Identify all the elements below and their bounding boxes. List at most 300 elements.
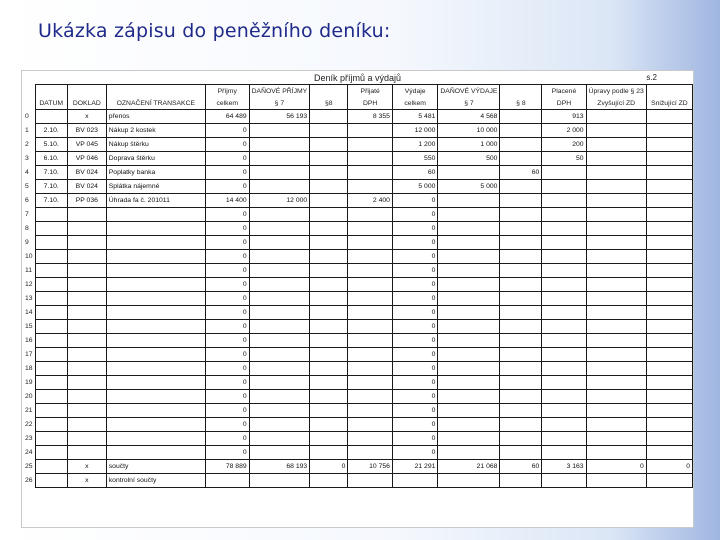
table-cell <box>35 292 67 306</box>
table-row <box>22 110 693 124</box>
table-cell <box>249 474 310 488</box>
table-cell <box>348 250 393 264</box>
table-cell: Přijaté <box>348 85 393 98</box>
table-cell: 12 000 <box>392 124 437 138</box>
table-cell: 10 756 <box>348 460 393 474</box>
table-cell: 0 <box>586 460 646 474</box>
header-row <box>22 97 693 110</box>
table-row <box>22 138 693 152</box>
table-cell: 0 <box>646 460 692 474</box>
table-cell <box>586 194 646 208</box>
table-cell <box>438 250 500 264</box>
table-cell <box>310 446 348 460</box>
row-number: 26 <box>25 476 33 484</box>
table-cell <box>646 264 692 278</box>
table-cell <box>348 348 393 362</box>
table-cell <box>542 166 586 180</box>
table-cell <box>67 85 106 98</box>
table-cell <box>310 348 348 362</box>
table-row <box>22 390 693 404</box>
table-cell <box>205 474 249 488</box>
table-cell <box>646 166 692 180</box>
table-cell <box>500 474 542 488</box>
table-cell <box>646 292 692 306</box>
table-cell <box>310 320 348 334</box>
table-cell <box>67 222 106 236</box>
table-row <box>22 124 693 138</box>
table-row <box>22 362 693 376</box>
table-cell <box>35 390 67 404</box>
row-number: 22 <box>25 420 33 428</box>
table-cell <box>249 320 310 334</box>
table-row <box>22 194 693 208</box>
table-cell: 0 <box>205 236 249 250</box>
table-cell <box>310 362 348 376</box>
table-cell: 0 <box>205 390 249 404</box>
table-cell <box>348 320 393 334</box>
table-cell: 0 <box>205 250 249 264</box>
table-cell: 0 <box>392 446 437 460</box>
table-cell <box>646 306 692 320</box>
table-cell: 14 400 <box>205 194 249 208</box>
table-row <box>22 348 693 362</box>
table-cell: přenos <box>106 110 205 124</box>
table-cell <box>35 446 67 460</box>
table-cell <box>106 334 205 348</box>
table-cell: 200 <box>542 138 586 152</box>
table-cell <box>542 194 586 208</box>
table-cell <box>500 208 542 222</box>
table-cell <box>438 474 500 488</box>
row-number: 1 <box>25 126 29 134</box>
table-cell: 0 <box>392 432 437 446</box>
table-cell: § 7 <box>249 97 310 110</box>
table-cell: 0 <box>392 236 437 250</box>
table-cell <box>438 390 500 404</box>
table-cell <box>249 446 310 460</box>
table-row <box>22 432 693 446</box>
table-cell <box>542 404 586 418</box>
table-cell <box>586 418 646 432</box>
table-cell <box>392 474 437 488</box>
table-cell <box>646 138 692 152</box>
table-cell <box>500 432 542 446</box>
table-cell <box>438 194 500 208</box>
table-cell: BV 024 <box>67 180 106 194</box>
table-cell: 0 <box>205 348 249 362</box>
table-cell <box>500 152 542 166</box>
table-cell <box>646 348 692 362</box>
table-cell: Příjmy <box>205 85 249 98</box>
table-cell: § 7 <box>438 97 500 110</box>
table-cell <box>249 306 310 320</box>
table-cell: DAŇOVÉ PŘÍJMY <box>249 85 310 98</box>
table-cell <box>348 292 393 306</box>
table-cell <box>646 404 692 418</box>
table-row <box>22 446 693 460</box>
table-cell: 5 481 <box>392 110 437 124</box>
table-cell <box>542 320 586 334</box>
table-cell <box>500 306 542 320</box>
table-cell <box>542 474 586 488</box>
table-cell: 7.10. <box>35 166 67 180</box>
table-cell <box>542 292 586 306</box>
row-number: 0 <box>25 112 29 120</box>
table-cell <box>586 208 646 222</box>
table-cell <box>500 194 542 208</box>
table-cell: DATUM <box>35 97 67 110</box>
table-cell: 2 000 <box>542 124 586 138</box>
table-cell <box>542 180 586 194</box>
table-cell <box>310 250 348 264</box>
table-cell <box>67 376 106 390</box>
table-cell: OZNAČENÍ TRANSAKCE <box>106 97 205 110</box>
table-cell <box>67 236 106 250</box>
table-cell <box>438 292 500 306</box>
table-row <box>22 334 693 348</box>
table-cell: 8 355 <box>348 110 393 124</box>
table-cell: x <box>67 474 106 488</box>
table-cell <box>646 194 692 208</box>
table-cell <box>500 85 542 98</box>
table-cell <box>438 208 500 222</box>
table-cell: 0 <box>205 306 249 320</box>
table-cell <box>542 432 586 446</box>
table-cell <box>310 418 348 432</box>
table-cell <box>67 446 106 460</box>
table-cell <box>310 474 348 488</box>
ledger-sheet <box>22 71 693 527</box>
table-cell <box>67 292 106 306</box>
table-cell <box>67 334 106 348</box>
table-cell <box>249 236 310 250</box>
row-number: 5 <box>25 182 29 190</box>
table-cell: 0 <box>205 264 249 278</box>
table-cell <box>35 85 67 98</box>
table-cell <box>348 432 393 446</box>
table-cell: BV 024 <box>67 166 106 180</box>
table-cell: Splátka nájemné <box>106 180 205 194</box>
table-row <box>22 208 693 222</box>
table-cell <box>348 124 393 138</box>
table-row <box>22 376 693 390</box>
table-cell: 550 <box>392 152 437 166</box>
table-cell <box>249 278 310 292</box>
table-cell: 0 <box>392 404 437 418</box>
table-cell: 5 000 <box>438 180 500 194</box>
table-cell <box>438 446 500 460</box>
table-cell: 50 <box>542 152 586 166</box>
row-number: 3 <box>25 154 29 162</box>
table-cell: kontrolní součty <box>106 474 205 488</box>
table-cell <box>646 474 692 488</box>
table-cell: Zvyšující ZD <box>586 97 646 110</box>
table-cell <box>586 404 646 418</box>
table-cell <box>35 264 67 278</box>
table-cell <box>67 320 106 334</box>
table-cell <box>500 278 542 292</box>
table-cell <box>438 306 500 320</box>
table-cell <box>35 208 67 222</box>
table-cell <box>438 432 500 446</box>
table-cell: 0 <box>205 362 249 376</box>
table-cell <box>106 236 205 250</box>
table-cell <box>310 278 348 292</box>
table-cell: VP 045 <box>67 138 106 152</box>
table-cell <box>586 250 646 264</box>
table-cell: 0 <box>205 152 249 166</box>
table-cell <box>249 334 310 348</box>
table-cell <box>500 446 542 460</box>
table-cell <box>249 292 310 306</box>
table-cell <box>646 85 692 98</box>
table-cell <box>438 362 500 376</box>
table-cell: PP 036 <box>67 194 106 208</box>
row-number: 25 <box>25 462 33 470</box>
table-cell <box>500 404 542 418</box>
table-cell <box>438 222 500 236</box>
table-cell <box>348 152 393 166</box>
table-cell: Nákup štěrku <box>106 138 205 152</box>
table-cell <box>438 404 500 418</box>
table-cell <box>542 446 586 460</box>
table-cell <box>67 348 106 362</box>
table-cell <box>438 320 500 334</box>
table-cell: 0 <box>205 334 249 348</box>
table-cell <box>106 278 205 292</box>
table-cell <box>586 334 646 348</box>
row-number <box>22 97 35 110</box>
table-cell: 0 <box>205 180 249 194</box>
table-cell <box>500 124 542 138</box>
row-number: 13 <box>25 294 33 302</box>
table-cell <box>348 418 393 432</box>
table-cell: 0 <box>205 166 249 180</box>
ledger-table <box>22 84 693 488</box>
table-cell <box>646 250 692 264</box>
table-cell <box>249 390 310 404</box>
table-cell <box>106 446 205 460</box>
table-cell: 0 <box>392 208 437 222</box>
table-cell <box>438 348 500 362</box>
table-cell <box>106 222 205 236</box>
table-row <box>22 152 693 166</box>
table-cell: Výdaje <box>392 85 437 98</box>
table-cell <box>500 376 542 390</box>
table-cell <box>348 376 393 390</box>
table-cell <box>249 404 310 418</box>
table-cell <box>646 236 692 250</box>
table-cell <box>35 348 67 362</box>
row-number: 15 <box>25 322 33 330</box>
table-row <box>22 320 693 334</box>
table-cell <box>586 222 646 236</box>
table-cell: 60 <box>500 166 542 180</box>
table-cell: 0 <box>392 250 437 264</box>
table-cell: 500 <box>438 152 500 166</box>
table-row <box>22 306 693 320</box>
table-cell: 0 <box>205 208 249 222</box>
table-cell <box>646 418 692 432</box>
table-cell <box>646 446 692 460</box>
table-cell <box>500 250 542 264</box>
table-cell <box>310 292 348 306</box>
table-cell <box>67 208 106 222</box>
table-cell <box>500 110 542 124</box>
table-cell <box>586 236 646 250</box>
table-cell <box>249 166 310 180</box>
table-cell <box>348 334 393 348</box>
table-cell <box>106 208 205 222</box>
table-cell <box>249 418 310 432</box>
table-cell: 7.10. <box>35 194 67 208</box>
table-cell <box>586 320 646 334</box>
table-cell <box>249 348 310 362</box>
table-cell <box>500 320 542 334</box>
table-row <box>22 292 693 306</box>
row-number: 4 <box>25 168 29 176</box>
row-number: 11 <box>25 266 33 274</box>
page-number: s.2 <box>646 73 657 82</box>
table-cell <box>310 390 348 404</box>
row-number: 18 <box>25 364 33 372</box>
table-cell <box>438 418 500 432</box>
table-cell <box>348 166 393 180</box>
slide-title: Ukázka zápisu do peněžního deníku: <box>38 20 391 42</box>
row-number: 6 <box>25 196 29 204</box>
table-cell <box>106 320 205 334</box>
table-cell <box>348 446 393 460</box>
table-cell <box>646 390 692 404</box>
table-cell <box>542 362 586 376</box>
table-cell <box>586 138 646 152</box>
table-cell: 60 <box>500 460 542 474</box>
table-cell <box>310 236 348 250</box>
table-cell <box>500 362 542 376</box>
row-number: 21 <box>25 406 33 414</box>
table-cell: součty <box>106 460 205 474</box>
table-cell <box>35 432 67 446</box>
table-cell <box>586 110 646 124</box>
table-cell <box>35 404 67 418</box>
table-cell: 0 <box>205 292 249 306</box>
table-cell <box>586 376 646 390</box>
table-cell <box>542 418 586 432</box>
table-cell: 0 <box>205 376 249 390</box>
table-cell: 0 <box>392 264 437 278</box>
table-cell: 0 <box>392 418 437 432</box>
table-cell <box>542 306 586 320</box>
table-cell <box>542 278 586 292</box>
row-number <box>22 85 35 98</box>
table-row <box>22 460 693 474</box>
table-cell <box>586 474 646 488</box>
table-cell <box>310 152 348 166</box>
table-row <box>22 250 693 264</box>
table-row <box>22 278 693 292</box>
table-cell <box>438 264 500 278</box>
table-cell: 0 <box>392 320 437 334</box>
table-cell: Úpravy podle § 23 <box>586 85 646 98</box>
table-cell <box>35 250 67 264</box>
table-cell <box>542 264 586 278</box>
table-row <box>22 222 693 236</box>
table-cell: 21 291 <box>392 460 437 474</box>
table-cell <box>310 180 348 194</box>
table-cell <box>67 432 106 446</box>
row-number: 10 <box>25 252 33 260</box>
table-cell: 0 <box>392 334 437 348</box>
table-cell <box>67 250 106 264</box>
table-cell <box>348 404 393 418</box>
table-cell <box>249 362 310 376</box>
table-cell <box>586 446 646 460</box>
table-row <box>22 236 693 250</box>
table-cell: x <box>67 460 106 474</box>
table-cell <box>67 390 106 404</box>
table-cell <box>586 390 646 404</box>
row-number: 14 <box>25 308 33 316</box>
table-cell: 0 <box>205 138 249 152</box>
table-cell <box>348 236 393 250</box>
table-cell <box>310 432 348 446</box>
row-number: 16 <box>25 336 33 344</box>
table-cell <box>500 348 542 362</box>
table-cell <box>67 306 106 320</box>
table-cell <box>35 362 67 376</box>
row-number: 7 <box>25 210 29 218</box>
table-cell <box>500 236 542 250</box>
table-cell <box>249 208 310 222</box>
table-cell: 4 568 <box>438 110 500 124</box>
table-cell: 3 163 <box>542 460 586 474</box>
table-cell <box>646 110 692 124</box>
table-cell <box>310 306 348 320</box>
table-cell <box>249 432 310 446</box>
table-cell <box>646 278 692 292</box>
table-cell <box>586 166 646 180</box>
table-cell: 1 000 <box>438 138 500 152</box>
table-row <box>22 404 693 418</box>
table-cell: Placené <box>542 85 586 98</box>
table-cell <box>646 222 692 236</box>
table-cell: 6.10. <box>35 152 67 166</box>
table-cell <box>438 376 500 390</box>
table-cell: DAŇOVÉ VÝDAJE <box>438 85 500 98</box>
table-cell: 0 <box>392 348 437 362</box>
table-cell <box>646 124 692 138</box>
table-cell: 913 <box>542 110 586 124</box>
table-cell <box>586 306 646 320</box>
table-cell <box>35 320 67 334</box>
table-cell: DPH <box>542 97 586 110</box>
table-cell: 0 <box>392 390 437 404</box>
table-cell <box>542 250 586 264</box>
table-cell: DPH <box>348 97 393 110</box>
row-number: 9 <box>25 238 29 246</box>
table-cell: 78 889 <box>205 460 249 474</box>
table-cell: 5 000 <box>392 180 437 194</box>
table-cell <box>310 138 348 152</box>
table-cell <box>35 418 67 432</box>
table-cell: 7.10. <box>35 180 67 194</box>
table-cell: 0 <box>205 418 249 432</box>
table-cell: celkem <box>205 97 249 110</box>
table-cell <box>646 432 692 446</box>
table-cell <box>106 250 205 264</box>
table-cell <box>348 222 393 236</box>
table-cell <box>106 85 205 98</box>
